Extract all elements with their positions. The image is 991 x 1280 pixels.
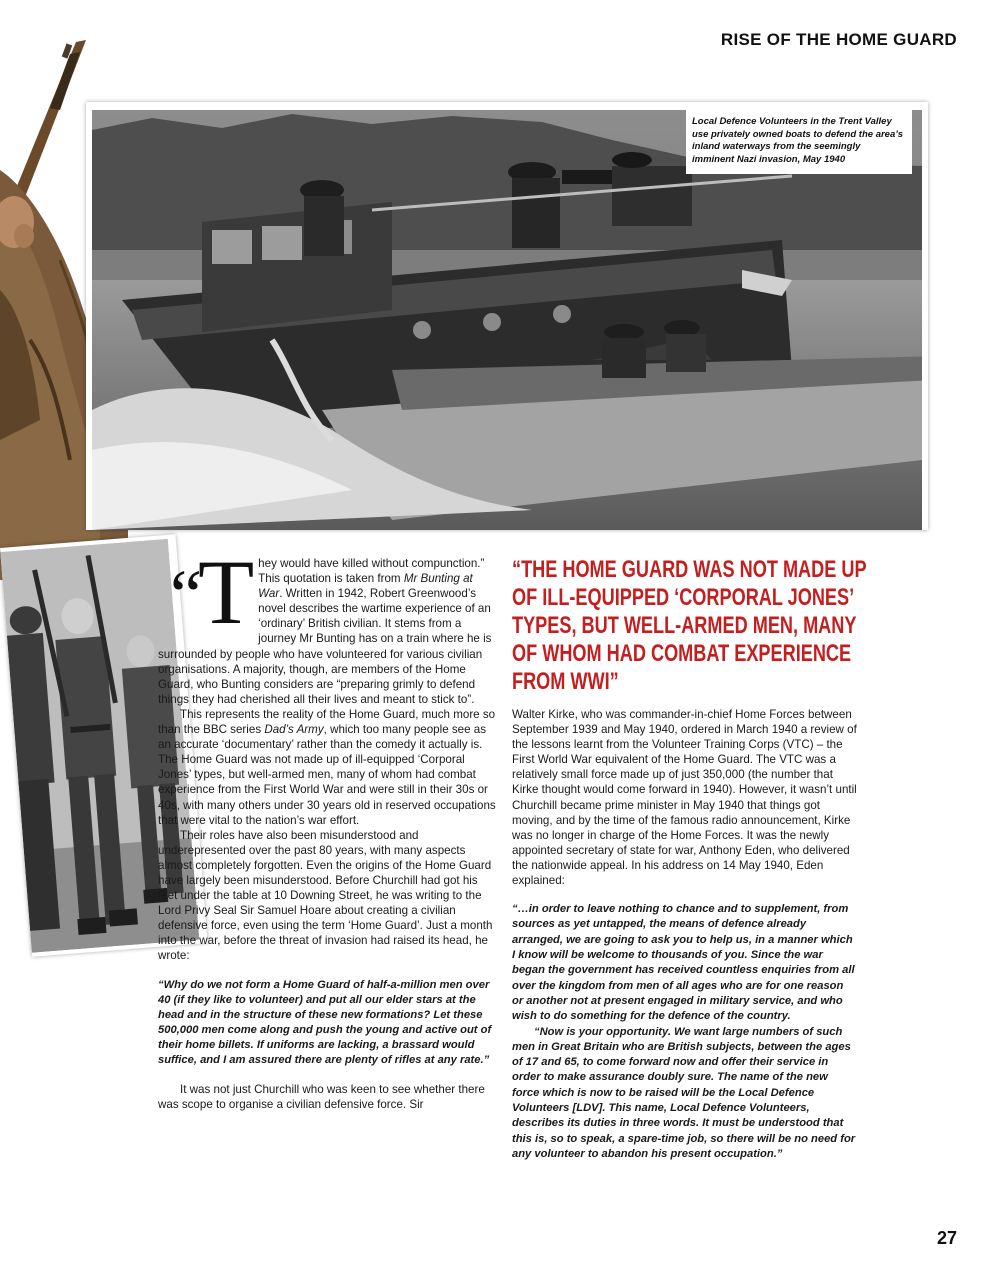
article-column-2 [512,707,857,1162]
main-photo [86,102,928,530]
article-column-1 [158,541,498,1112]
paragraph-1: hey would have killed without compunction.” This quotation is taken from Mr Bunting at War. Written in 1942, Robert Greenwood’s novel describes the wartime experience of an ‘ordinary’ British civilian. It stems from a journey Mr Bunting has on a train where he is surrounded by people who have volunteered for various civilian organisations. A majority, though, are members of the Home Guard, who Bunting considers are “preparing grimly to defend things they had cherished all their lives and meant to stick to”. [158,557,492,706]
eden-quote-2: “Now is your opportunity. We want large numbers of such men in Great Britain who are British subjects, between the ages of 17 and 65, to come forward now and offer their service in order to make assurance doubly sure. The name of the new force which is now to be raised will be the Local Defence Volunteers [LDV]. This name, Local Defence Volunteers, describes its duties in three words. It must be understood that this is, so to speak, a spare-time job, so there will be no need for any volunteer to abandon his present occupation.” [512,1025,856,1160]
paragraph-2: This represents the reality of the Home Guard, much more so than the BBC series Dad’s Army, which too many people see as an accurate ‘documentary’ rather than the comedy it actually is. The Home Guard was not made up of ill-equipped ‘Corporal Jones’ types, but well-armed men, many of whom had combat experience from the First World War and were still in their 30s or 40s, with many others under 30 years old in reserved occupations that were vital to the nation’s war effort. [158,707,496,827]
paragraph-3: Their roles have also been misunderstood and underepresented over the past 80 years, with many aspects almost completely forgotten. Even the origins of the Home Guard have largely been misunderstood. Before Churchill had got his feet under the table at 10 Downing Street, he was writing to the Lord Privy Seal Sir Samuel Hoare about creating a civilian defensive force, even using the term ‘Home Guard’. Just a month into the war, before the threat of invasion had raised its head, he wrote: [158,828,493,963]
eden-quote-1: “…in order to leave nothing to chance and to supplement, from sources as yet untapped, the means of defence already arranged, we are going to ask you to help us, in a manner which I know will be welcome to thousands of you. Since the war began the government has received countless enquiries from all over the kingdom from men of all ages who are for one reason or another not at present engaged in military service, and who wish to do something for the defence of the country. [512,903,855,1023]
photo-caption: Local Defence Volunteers in the Trent Valley use privately owned boats to defend the area’s inland waterways from the seemingly imminent Nazi invasion, May 1940 [686,110,912,174]
drop-cap: “T [170,541,255,643]
paragraph-4: It was not just Churchill who was keen to see whether there was scope to organise a civilian defensive force. Sir [158,1083,485,1112]
paragraph-5: Walter Kirke, who was commander-in-chief Home Forces between September 1939 and May 1940, ordered in March 1940 a review of the lessons learnt from the Volunteer Training Corps (VTC) – the First World War equivalent of the Home Guard. The VTC was a relatively small force made up of just 350,000 (the number that Kirke thought would come forward in 1940). However, it wasn’t until Churchill became prime minister in May 1940 that things got moving, and by the time of the famous radio announcement, Kirke was no longer in charge of the Home Forces. It was the newly appointed secretary of state for war, Anthony Eden, who delivered the nationwide appeal. In his address on 14 May 1940, Eden explained: [512,708,857,888]
section-title: RISE OF THE HOME GUARD [720,30,957,49]
page-number: 27 [936,1228,957,1248]
churchill-quote: “Why do we not form a Home Guard of half-a-million men over 40 (if they like to volunteer) and put all our elder stars at the head and in the structure of these new formations? Let these 500,000 men come along and push the young and active out of their home billets. If uniforms are lacking, a brassard would suffice, and I am assured there are plenty of rifles at any rate.” [158,978,492,1066]
pull-quote: “THE HOME GUARD WAS NOT MADE UP OF ILL-EQUIPPED ‘CORPORAL JONES’ TYPES, BUT WELL-ARMED MEN, MANY OF WHOM HAD COMBAT EXPERIENCE FROM WWI” [512,556,867,695]
